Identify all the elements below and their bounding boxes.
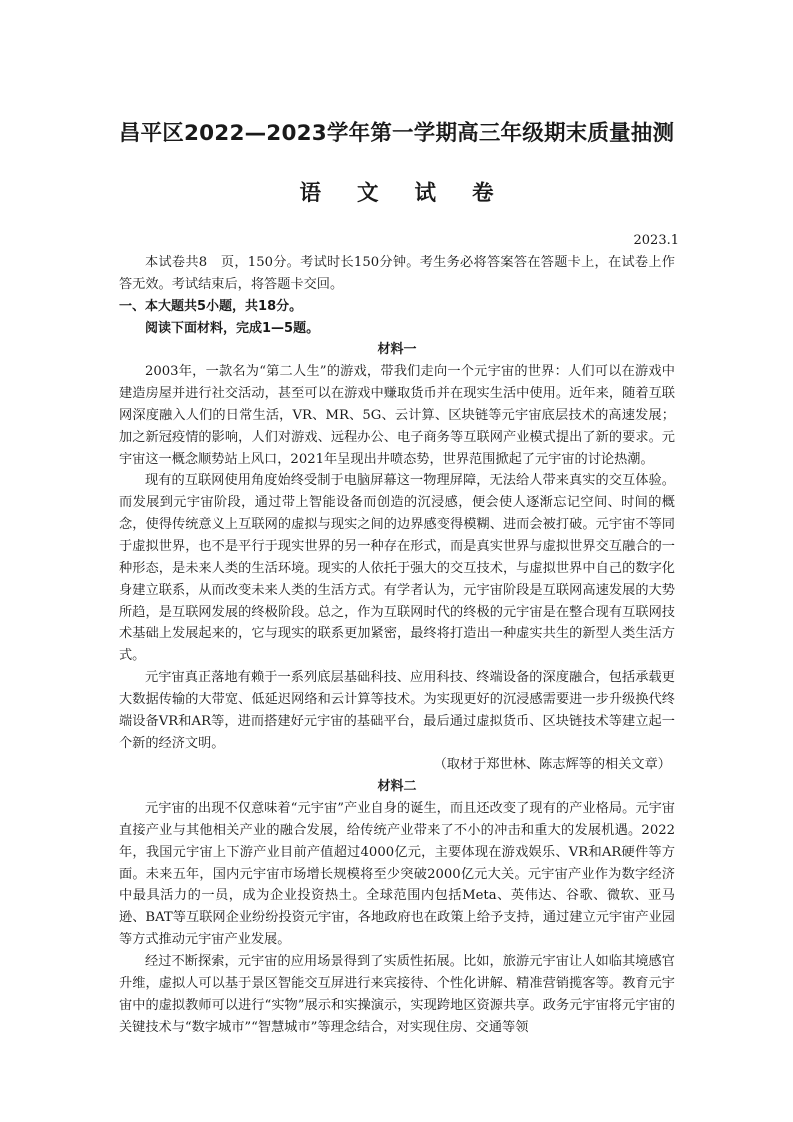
material-one-paragraph-3: 元宇宙真正落地有赖于一系列底层基础科技、应用科技、终端设备的深度融合，包括承载更大数据传输的大带宽、低延迟网络和云计算等技术。为实现更好的沉浸感需要进一步升级换代终端设备VR和AR等，进而搭建好元宇宙的基础平台，最后通过虚拟货币、区块链技术等建立起一个新的经济文明。 [119,670,675,751]
exam-title: 昌平区2022—2023学年第一学期高三年级期末质量抽测 [118,121,675,146]
exam-date: 2023.1 [633,233,679,248]
material-one-source: （取材于郑世林、陈志辉等的相关文章） [433,757,671,773]
material-one-paragraph-2: 现有的互联网使用角度始终受制于电脑屏幕这一物理屏障，无法给人带来真实的交互体验。而发展到元宇宙阶段，通过带上智能设备而创造的沉浸感，便会使人逐渐忘记空间、时间的概念，使得传统意义上互联网的虚拟与现实之间的边界感变得模糊、进而会被打破。元宇宙不等同于虚拟世界，也不是平行于现实世界的另一种存在形式，而是真实世界与虚拟世界交互融合的一种形态，是未来人类的生活环境。现实的人依托于强大的交互技术，与虚拟世界中自己的数字化身建立联系，从而改变未来人类的生活方式。有学者认为，元宇宙阶段是互联网高速发展的大势所趋，是互联网发展的终极阶段。总之，作为互联网时代的终极的元宇宙是在整合现有互联网技术基础上发展起来的，它与现实的联系更加紧密，最终将打造出一种虚实共生的新型人类生活方式。 [119,473,675,664]
exam-subject-title: 语文试卷 [299,181,530,206]
section-heading: 一、本大题共5小题，共18分。 [119,298,303,314]
material-two-paragraph-2: 经过不断探索，元宇宙的应用场景得到了实质性拓展。比如，旅游元宇宙让人如临其境感官升维，虚拟人可以基于景区智能交互屏进行来宾接待、个性化讲解、精准营销揽客等。教育元宇宙中的虚拟教师可以进行“实物”展示和实操演示，实现跨地区资源共享。政务元宇宙将元宇宙的关键技术与“数字城市”“智慧城市”等理念结合，对实现住房、交通等领 [119,954,675,1035]
material-two-title: 材料二 [377,779,417,795]
material-one-paragraph-1: 2003年，一款名为“第二人生”的游戏，带我们走向一个元宇宙的世界：人们可以在游戏中建造房屋并进行社交活动，甚至可以在游戏中赚取货币并在现实生活中使用。近年来，随着互联网深度融入人们的日常生活，VR、MR、5G、云计算、区块链等元宇宙底层技术的高速发展；加之新冠疫情的影响，人们对游戏、远程办公、电子商务等互联网产业模式提出了新的要求。元宇宙这一概念顺势站上风口，2021年呈现出井喷态势，世界范围掀起了元宇宙的讨论热潮。 [119,364,675,467]
exam-instructions: 本试卷共8 页，150分。考试时长150分钟。考生务必将答案答在答题卡上，在试卷上作答无效。考试结束后，将答题卡交回。 [119,255,675,292]
material-two-paragraph-1: 元宇宙的出现不仅意味着“元宇宙”产业自身的诞生，而且还改变了现有的产业格局。元宇宙直接产业与其他相关产业的融合发展，给传统产业带来了不小的冲击和重大的发展机遇。2022年，我国元宇宙上下游产业目前产值超过4000亿元，主要体现在游戏娱乐、VR和AR硬件等方面。未来五年，国内元宇宙市场增长规模将至少突破2000亿元大关。元宇宙产业作为数字经济中最具活力的一员，成为企业投资热土。全球范围内包括Meta、英伟达、谷歌、微软、亚马逊、BAT等互联网企业纷纷投资元宇宙，各地政府也在政策上给予支持，通过建立元宇宙产业园等方式推动元宇宙产业发展。 [119,801,675,948]
material-one-title: 材料一 [377,342,417,358]
reading-directive: 阅读下面材料，完成1—5题。 [145,320,320,336]
exam-body [119,252,675,1038]
